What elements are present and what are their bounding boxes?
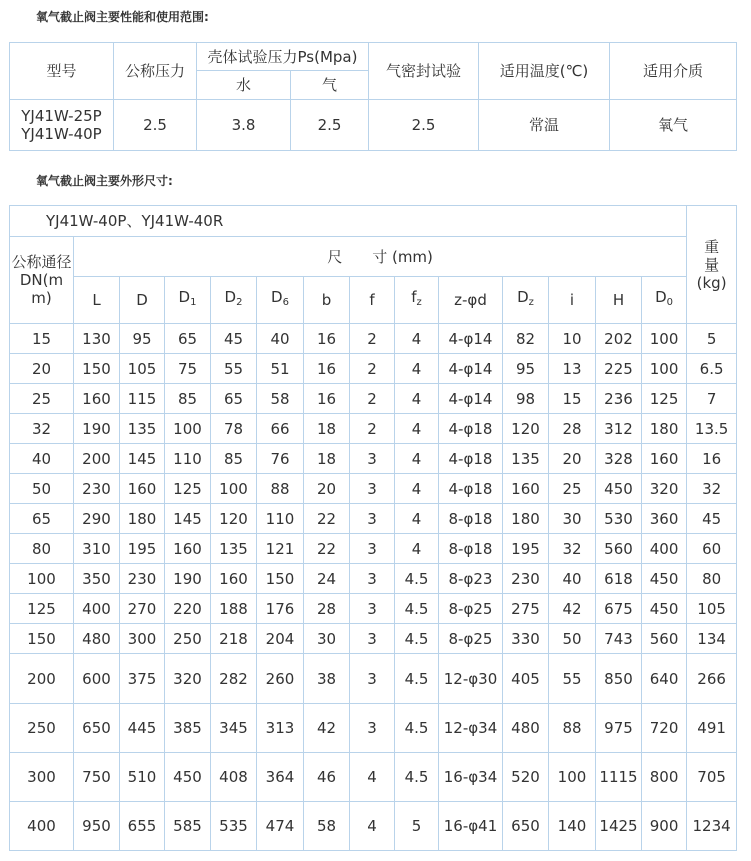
size-header: 尺 寸 (mm) <box>74 237 687 277</box>
table-cell: 180 <box>642 414 687 444</box>
column-header-label: f <box>369 291 375 309</box>
table-cell: 10 <box>549 324 596 354</box>
table-row <box>10 444 737 474</box>
table-cell: 3 <box>350 624 395 654</box>
table-cell: 320 <box>165 654 211 704</box>
table-cell: 78 <box>211 414 257 444</box>
table-cell: 310 <box>74 534 120 564</box>
section-heading-performance: 氧气截止阀主要性能和使用范围: <box>36 10 209 24</box>
table-cell: 4.5 <box>395 753 439 802</box>
table-cell: 4 <box>395 444 439 474</box>
column-header-subscript: 2 <box>236 297 243 308</box>
table-cell: 312 <box>596 414 642 444</box>
dimension-column-header <box>165 277 211 324</box>
table-cell: 40 <box>257 324 304 354</box>
table-cell: 4-φ18 <box>439 414 503 444</box>
table-cell: 705 <box>687 753 737 802</box>
column-header-subscript: 6 <box>282 297 289 308</box>
table-cell: 42 <box>549 594 596 624</box>
table-cell: 2 <box>350 354 395 384</box>
dimension-column-header <box>549 277 596 324</box>
table-cell: 585 <box>165 802 211 851</box>
table-cell: 160 <box>642 444 687 474</box>
table-cell: 98 <box>503 384 549 414</box>
table-cell: 195 <box>503 534 549 564</box>
table-cell: 100 <box>10 564 74 594</box>
table-cell: 15 <box>549 384 596 414</box>
table-cell: 3 <box>350 504 395 534</box>
dimension-column-header <box>503 277 549 324</box>
table-cell: 4-φ18 <box>439 444 503 474</box>
table-cell: 200 <box>10 654 74 704</box>
table-cell: 320 <box>642 474 687 504</box>
table-cell: 400 <box>642 534 687 564</box>
table-cell: 2 <box>350 384 395 414</box>
column-header-label: D <box>517 288 529 306</box>
table-cell: 135 <box>120 414 165 444</box>
gas-pressure-value: 2.5 <box>291 100 369 151</box>
table-cell: 85 <box>211 444 257 474</box>
table-cell: 275 <box>503 594 549 624</box>
table-cell: 65 <box>10 504 74 534</box>
table-cell: 55 <box>211 354 257 384</box>
table-cell: 4.5 <box>395 564 439 594</box>
table-row <box>10 414 737 444</box>
table-cell: 4.5 <box>395 624 439 654</box>
table-cell: 25 <box>10 384 74 414</box>
table-cell: 140 <box>549 802 596 851</box>
table-cell: 16 <box>304 324 350 354</box>
table-cell: 20 <box>304 474 350 504</box>
table-cell: 2 <box>350 324 395 354</box>
table-row <box>10 324 737 354</box>
table-cell: 80 <box>10 534 74 564</box>
table-cell: 300 <box>10 753 74 802</box>
table-cell: 375 <box>120 654 165 704</box>
column-header-label: D <box>224 288 237 306</box>
table-cell: 480 <box>74 624 120 654</box>
table-cell: 600 <box>74 654 120 704</box>
table-cell: 3 <box>350 564 395 594</box>
table-cell: 4-φ18 <box>439 474 503 504</box>
table-cell: 328 <box>596 444 642 474</box>
column-header-label: i <box>569 291 575 309</box>
table-cell: 40 <box>10 444 74 474</box>
table-cell: 750 <box>74 753 120 802</box>
table-cell: 8-φ18 <box>439 504 503 534</box>
table-row <box>10 654 737 704</box>
table-cell: 510 <box>120 753 165 802</box>
table-cell: 20 <box>10 354 74 384</box>
table-cell: 650 <box>503 802 549 851</box>
table-cell: 4-φ14 <box>439 354 503 384</box>
water-header: 水 <box>197 71 291 100</box>
table-cell: 650 <box>74 704 120 753</box>
table-cell: 188 <box>211 594 257 624</box>
table-cell: 202 <box>596 324 642 354</box>
column-header-label: H <box>612 291 625 309</box>
table-cell: 65 <box>165 324 211 354</box>
table-row <box>10 474 737 504</box>
medium-header: 适用介质 <box>610 43 737 100</box>
table-cell: 28 <box>304 594 350 624</box>
table-cell: 535 <box>211 802 257 851</box>
table-cell: 480 <box>503 704 549 753</box>
table-cell: 16 <box>304 354 350 384</box>
table-cell: 220 <box>165 594 211 624</box>
dimension-column-header <box>596 277 642 324</box>
table-cell: 1425 <box>596 802 642 851</box>
table-cell: 25 <box>549 474 596 504</box>
column-header-label: b <box>321 291 332 309</box>
table-cell: 16-φ41 <box>439 802 503 851</box>
table-cell: 13.5 <box>687 414 737 444</box>
table-cell: 5 <box>395 802 439 851</box>
table-cell: 135 <box>211 534 257 564</box>
table-cell: 100 <box>165 414 211 444</box>
table-cell: 236 <box>596 384 642 414</box>
table-cell: 1115 <box>596 753 642 802</box>
seal-test-value: 2.5 <box>369 100 479 151</box>
table-cell: 58 <box>304 802 350 851</box>
table-row <box>10 802 737 851</box>
table-cell: 195 <box>120 534 165 564</box>
table-cell: 364 <box>257 753 304 802</box>
table-cell: 120 <box>211 504 257 534</box>
table-cell: 450 <box>165 753 211 802</box>
table-cell: 100 <box>642 354 687 384</box>
dimension-column-header <box>642 277 687 324</box>
table-cell: 4.5 <box>395 704 439 753</box>
table-cell: 66 <box>257 414 304 444</box>
table-cell: 618 <box>596 564 642 594</box>
gas-header: 气 <box>291 71 369 100</box>
model-header: 型号 <box>10 43 114 100</box>
table-cell: 76 <box>257 444 304 474</box>
seal-test-header: 气密封试验 <box>369 43 479 100</box>
table-cell: 125 <box>165 474 211 504</box>
table-cell: 58 <box>257 384 304 414</box>
table-cell: 16 <box>304 384 350 414</box>
table-cell: 100 <box>642 324 687 354</box>
table-cell: 2 <box>350 414 395 444</box>
table-cell: 474 <box>257 802 304 851</box>
table-cell: 1234 <box>687 802 737 851</box>
table-cell: 950 <box>74 802 120 851</box>
table-cell: 450 <box>642 594 687 624</box>
table-cell: 50 <box>549 624 596 654</box>
table-row <box>10 704 737 753</box>
table-cell: 32 <box>687 474 737 504</box>
table-cell: 4-φ14 <box>439 324 503 354</box>
table-cell: 4 <box>395 504 439 534</box>
table-cell: 45 <box>687 504 737 534</box>
table-cell: 520 <box>503 753 549 802</box>
table-cell: 230 <box>120 564 165 594</box>
table-cell: 38 <box>304 654 350 704</box>
performance-table <box>9 42 737 151</box>
table-cell: 60 <box>687 534 737 564</box>
table-cell: 12-φ30 <box>439 654 503 704</box>
table-cell: 4 <box>395 354 439 384</box>
table-row <box>10 504 737 534</box>
column-header-subscript: 0 <box>666 297 674 308</box>
table-cell: 15 <box>10 324 74 354</box>
table-cell: 160 <box>165 534 211 564</box>
table-cell: 3 <box>350 594 395 624</box>
table-cell: 50 <box>10 474 74 504</box>
column-header-label: D <box>655 288 667 306</box>
table-cell: 100 <box>549 753 596 802</box>
dimension-column-header <box>211 277 257 324</box>
table-row <box>10 564 737 594</box>
table-cell: 675 <box>596 594 642 624</box>
table-row <box>10 594 737 624</box>
model-values <box>10 100 114 151</box>
column-header-label: D <box>178 288 191 306</box>
table-cell: 720 <box>642 704 687 753</box>
table-cell: 16-φ34 <box>439 753 503 802</box>
table-cell: 3 <box>350 444 395 474</box>
model-value: YJ41W-40P <box>21 125 102 143</box>
section-heading-dimensions: 氧气截止阀主要外形尺寸: <box>36 174 173 188</box>
table-cell: 218 <box>211 624 257 654</box>
table-cell: 180 <box>120 504 165 534</box>
table-row <box>10 534 737 564</box>
table-cell: 270 <box>120 594 165 624</box>
table-cell: 176 <box>257 594 304 624</box>
nominal-pressure-header: 公称压力 <box>114 43 197 100</box>
table-cell: 145 <box>120 444 165 474</box>
table-cell: 230 <box>503 564 549 594</box>
table-cell: 655 <box>120 802 165 851</box>
table-cell: 400 <box>74 594 120 624</box>
table-cell: 135 <box>503 444 549 474</box>
table-cell: 250 <box>165 624 211 654</box>
table-cell: 120 <box>503 414 549 444</box>
table-cell: 300 <box>120 624 165 654</box>
table-cell: 225 <box>596 354 642 384</box>
nominal-pressure-value: 2.5 <box>114 100 197 151</box>
table-cell: 290 <box>74 504 120 534</box>
table-cell: 28 <box>549 414 596 444</box>
column-header-label: L <box>92 291 101 309</box>
table-cell: 4.5 <box>395 594 439 624</box>
table-cell: 204 <box>257 624 304 654</box>
weight-header: 重 量 (kg) <box>687 206 737 324</box>
table-cell: 115 <box>120 384 165 414</box>
table-cell: 743 <box>596 624 642 654</box>
table-row <box>10 624 737 654</box>
table-cell: 408 <box>211 753 257 802</box>
table-cell: 450 <box>596 474 642 504</box>
table-cell: 491 <box>687 704 737 753</box>
table-cell: 4 <box>395 384 439 414</box>
table-cell: 100 <box>211 474 257 504</box>
table-cell: 160 <box>211 564 257 594</box>
table-cell: 560 <box>642 624 687 654</box>
table-cell: 6.5 <box>687 354 737 384</box>
table-cell: 24 <box>304 564 350 594</box>
table-cell: 105 <box>120 354 165 384</box>
column-header-subscript: z <box>416 297 422 308</box>
dimension-column-header <box>304 277 350 324</box>
medium-value: 氧气 <box>610 100 737 151</box>
table-cell: 46 <box>304 753 350 802</box>
table-cell: 345 <box>211 704 257 753</box>
table-cell: 180 <box>503 504 549 534</box>
table-cell: 385 <box>165 704 211 753</box>
table-cell: 45 <box>211 324 257 354</box>
table-cell: 160 <box>503 474 549 504</box>
table-cell: 900 <box>642 802 687 851</box>
table-cell: 266 <box>687 654 737 704</box>
table-cell: 360 <box>642 504 687 534</box>
table-cell: 105 <box>687 594 737 624</box>
table-cell: 80 <box>687 564 737 594</box>
table-cell: 18 <box>304 444 350 474</box>
table-cell: 95 <box>503 354 549 384</box>
column-header-subscript: z <box>528 297 534 308</box>
table-cell: 8-φ25 <box>439 624 503 654</box>
table-cell: 65 <box>211 384 257 414</box>
table-cell: 190 <box>165 564 211 594</box>
table-cell: 134 <box>687 624 737 654</box>
table-cell: 110 <box>257 504 304 534</box>
table-cell: 3 <box>350 474 395 504</box>
table-cell: 530 <box>596 504 642 534</box>
dimension-column-header <box>74 277 120 324</box>
column-header-label: z-φd <box>454 291 487 309</box>
table-cell: 12-φ34 <box>439 704 503 753</box>
table-cell: 4 <box>395 414 439 444</box>
model-value: YJ41W-25P <box>21 107 102 125</box>
table-cell: 88 <box>257 474 304 504</box>
water-pressure-value: 3.8 <box>197 100 291 151</box>
table-cell: 22 <box>304 534 350 564</box>
dimension-column-header <box>395 277 439 324</box>
table-cell: 450 <box>642 564 687 594</box>
table-cell: 32 <box>10 414 74 444</box>
table-cell: 3 <box>350 654 395 704</box>
table-cell: 800 <box>642 753 687 802</box>
dn-header: 公称通径DN(mm) <box>10 237 74 324</box>
table-cell: 4 <box>350 802 395 851</box>
table-cell: 55 <box>549 654 596 704</box>
table-cell: 445 <box>120 704 165 753</box>
model-line: YJ41W-40P、YJ41W-40R <box>10 206 687 237</box>
table-cell: 130 <box>74 324 120 354</box>
table-cell: 330 <box>503 624 549 654</box>
table-cell: 4-φ14 <box>439 384 503 414</box>
table-cell: 400 <box>10 802 74 851</box>
table-cell: 190 <box>74 414 120 444</box>
table-cell: 405 <box>503 654 549 704</box>
table-cell: 4.5 <box>395 654 439 704</box>
table-cell: 150 <box>10 624 74 654</box>
table-cell: 125 <box>642 384 687 414</box>
table-cell: 250 <box>10 704 74 753</box>
table-cell: 975 <box>596 704 642 753</box>
table-cell: 350 <box>74 564 120 594</box>
table-cell: 160 <box>120 474 165 504</box>
table-cell: 150 <box>74 354 120 384</box>
table-row <box>10 384 737 414</box>
table-cell: 4 <box>395 474 439 504</box>
dimension-column-header <box>257 277 304 324</box>
table-cell: 30 <box>549 504 596 534</box>
table-cell: 88 <box>549 704 596 753</box>
table-cell: 5 <box>687 324 737 354</box>
table-cell: 18 <box>304 414 350 444</box>
table-cell: 13 <box>549 354 596 384</box>
table-cell: 3 <box>350 704 395 753</box>
column-header-label: D <box>271 288 283 306</box>
table-cell: 560 <box>596 534 642 564</box>
table-cell: 30 <box>304 624 350 654</box>
table-cell: 85 <box>165 384 211 414</box>
table-cell: 160 <box>74 384 120 414</box>
table-cell: 75 <box>165 354 211 384</box>
table-cell: 20 <box>549 444 596 474</box>
table-cell: 640 <box>642 654 687 704</box>
table-cell: 260 <box>257 654 304 704</box>
table-cell: 4 <box>395 324 439 354</box>
column-header-label: D <box>136 291 148 309</box>
shell-test-pressure-header: 壳体试验压力Ps(Mpa) <box>197 43 369 71</box>
table-cell: 95 <box>120 324 165 354</box>
table-cell: 16 <box>687 444 737 474</box>
column-header-label: f <box>411 288 417 306</box>
table-cell: 8-φ23 <box>439 564 503 594</box>
table-cell: 121 <box>257 534 304 564</box>
table-cell: 150 <box>257 564 304 594</box>
table-cell: 313 <box>257 704 304 753</box>
table-row <box>10 753 737 802</box>
dimension-column-header <box>350 277 395 324</box>
table-cell: 3 <box>350 534 395 564</box>
table-cell: 125 <box>10 594 74 624</box>
table-cell: 51 <box>257 354 304 384</box>
table-cell: 4 <box>350 753 395 802</box>
table-cell: 7 <box>687 384 737 414</box>
table-cell: 42 <box>304 704 350 753</box>
dimension-column-header <box>439 277 503 324</box>
table-cell: 200 <box>74 444 120 474</box>
table-cell: 32 <box>549 534 596 564</box>
table-cell: 40 <box>549 564 596 594</box>
table-cell: 8-φ18 <box>439 534 503 564</box>
table-row <box>10 354 737 384</box>
column-header-subscript: 1 <box>190 297 197 308</box>
table-cell: 282 <box>211 654 257 704</box>
dimension-column-header <box>120 277 165 324</box>
table-cell: 145 <box>165 504 211 534</box>
temperature-value: 常温 <box>479 100 610 151</box>
table-cell: 850 <box>596 654 642 704</box>
table-cell: 8-φ25 <box>439 594 503 624</box>
table-cell: 82 <box>503 324 549 354</box>
table-cell: 110 <box>165 444 211 474</box>
table-cell: 230 <box>74 474 120 504</box>
dimensions-table <box>9 205 737 851</box>
table-cell: 22 <box>304 504 350 534</box>
temperature-header: 适用温度(℃) <box>479 43 610 100</box>
table-cell: 4 <box>395 534 439 564</box>
